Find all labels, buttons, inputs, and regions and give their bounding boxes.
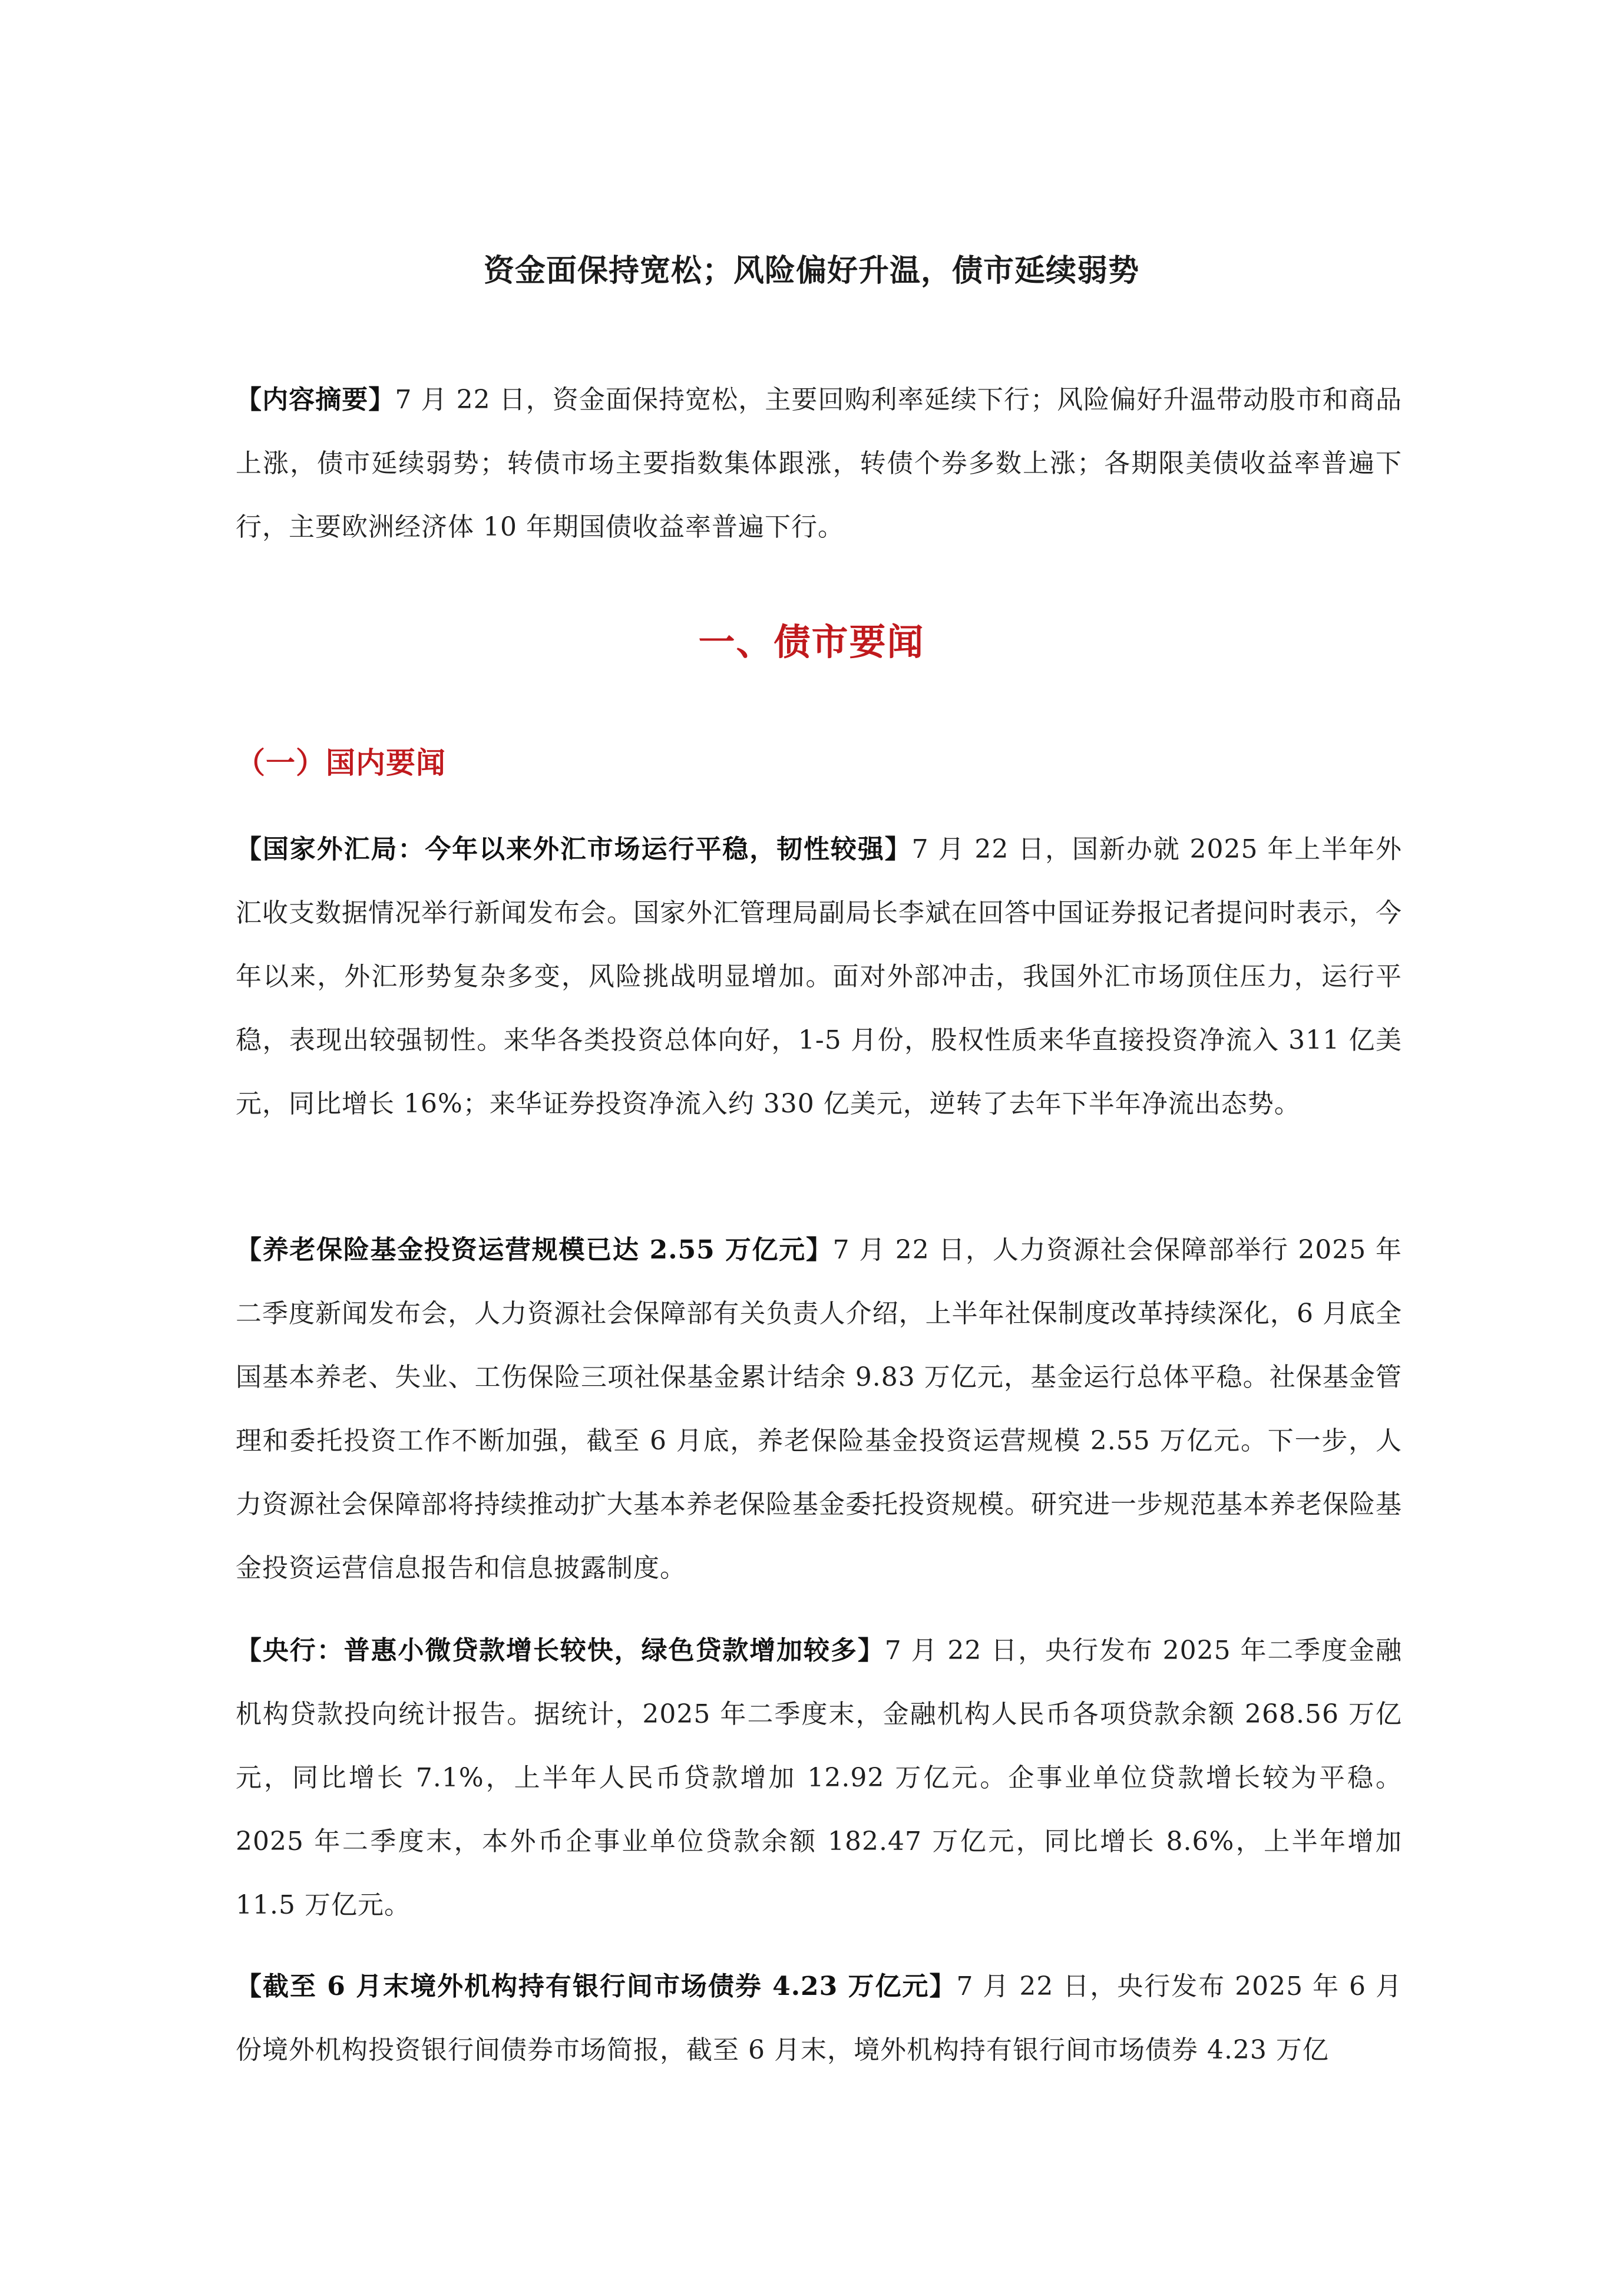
summary-label: 【内容摘要】 — [236, 385, 395, 415]
section-title: 一、债市要闻 — [698, 620, 925, 663]
news-body: 7 月 22 日，央行发布 2025 年二季度金融机构贷款投向统计报告。据统计，2025 年二季度末，金融机构人民币各项贷款余额 268.56 万亿元，同比增长 7.1%，上半年人民币贷款增加 12.92 万亿元。企事业单位贷款增长较为平稳。2025 年二季度末，本外币企事业单位贷款余额 182.47 万亿元，同比增长 8.6%，上半年增加 11.5 万亿元。 — [236, 1636, 1403, 1920]
news-body: 7 月 22 日，央行发布 2025 年 6 月份境外机构投资银行间债券市场简报，截至 6 月末，境外机构持有银行间市场债券 4.23 万亿 — [236, 1971, 1402, 2065]
news-headline: 【国家外汇局：今年以来外汇市场运行平稳，韧性较强】 — [236, 834, 912, 864]
news-item — [236, 1955, 1402, 2082]
subsection-title: （一）国内要闻 — [236, 745, 446, 780]
news-body: 7 月 22 日，人力资源社会保障部举行 2025 年二季度新闻发布会，人力资源社会保障部有关负责人介绍，上半年社保制度改革持续深化，6 月底全国基本养老、失业、工伤保险三项社保基金累计结余 9.83 万亿元，基金运行总体平稳。社保基金管理和委托投资工作不断加强，截至 6 月底，养老保险基金投资运营规模 2.55 万亿元。下一步，人力资源社会保障部将持续推动扩大基本养老保险基金委托投资规模。研究进一步规范基本养老保险基金投资运营信息报告和信息披露制度。 — [236, 1235, 1402, 1583]
news-item — [236, 818, 1402, 1136]
news-headline: 【截至 6 月末境外机构持有银行间市场债券 4.23 万亿元】 — [236, 1971, 957, 2001]
news-headline: 【养老保险基金投资运营规模已达 2.55 万亿元】 — [236, 1235, 833, 1265]
document-title: 资金面保持宽松；风险偏好升温，债市延续弱势 — [483, 253, 1139, 289]
summary-paragraph — [236, 368, 1402, 559]
summary-text: 7 月 22 日，资金面保持宽松，主要回购利率延续下行；风险偏好升温带动股市和商品上涨，债市延续弱势；转债市场主要指数集体跟涨，转债个券多数上涨；各期限美债收益率普遍下行，主要欧洲经济体 10 年期国债收益率普遍下行。 — [236, 385, 1402, 542]
news-item — [236, 1619, 1402, 1937]
news-body: 7 月 22 日，国新办就 2025 年上半年外汇收支数据情况举行新闻发布会。国家外汇管理局副局长李斌在回答中国证券报记者提问时表示，今年以来，外汇形势复杂多变，风险挑战明显增加。面对外部冲击，我国外汇市场顶住压力，运行平稳，表现出较强韧性。来华各类投资总体向好，1-5 月份，股权性质来华直接投资净流入 311 亿美元，同比增长 16%；来华证券投资净流入约 330 亿美元，逆转了去年下半年净流出态势。 — [236, 834, 1403, 1119]
news-headline: 【央行：普惠小微贷款增长较快，绿色贷款增加较多】 — [236, 1636, 885, 1666]
news-item — [236, 1218, 1402, 1600]
